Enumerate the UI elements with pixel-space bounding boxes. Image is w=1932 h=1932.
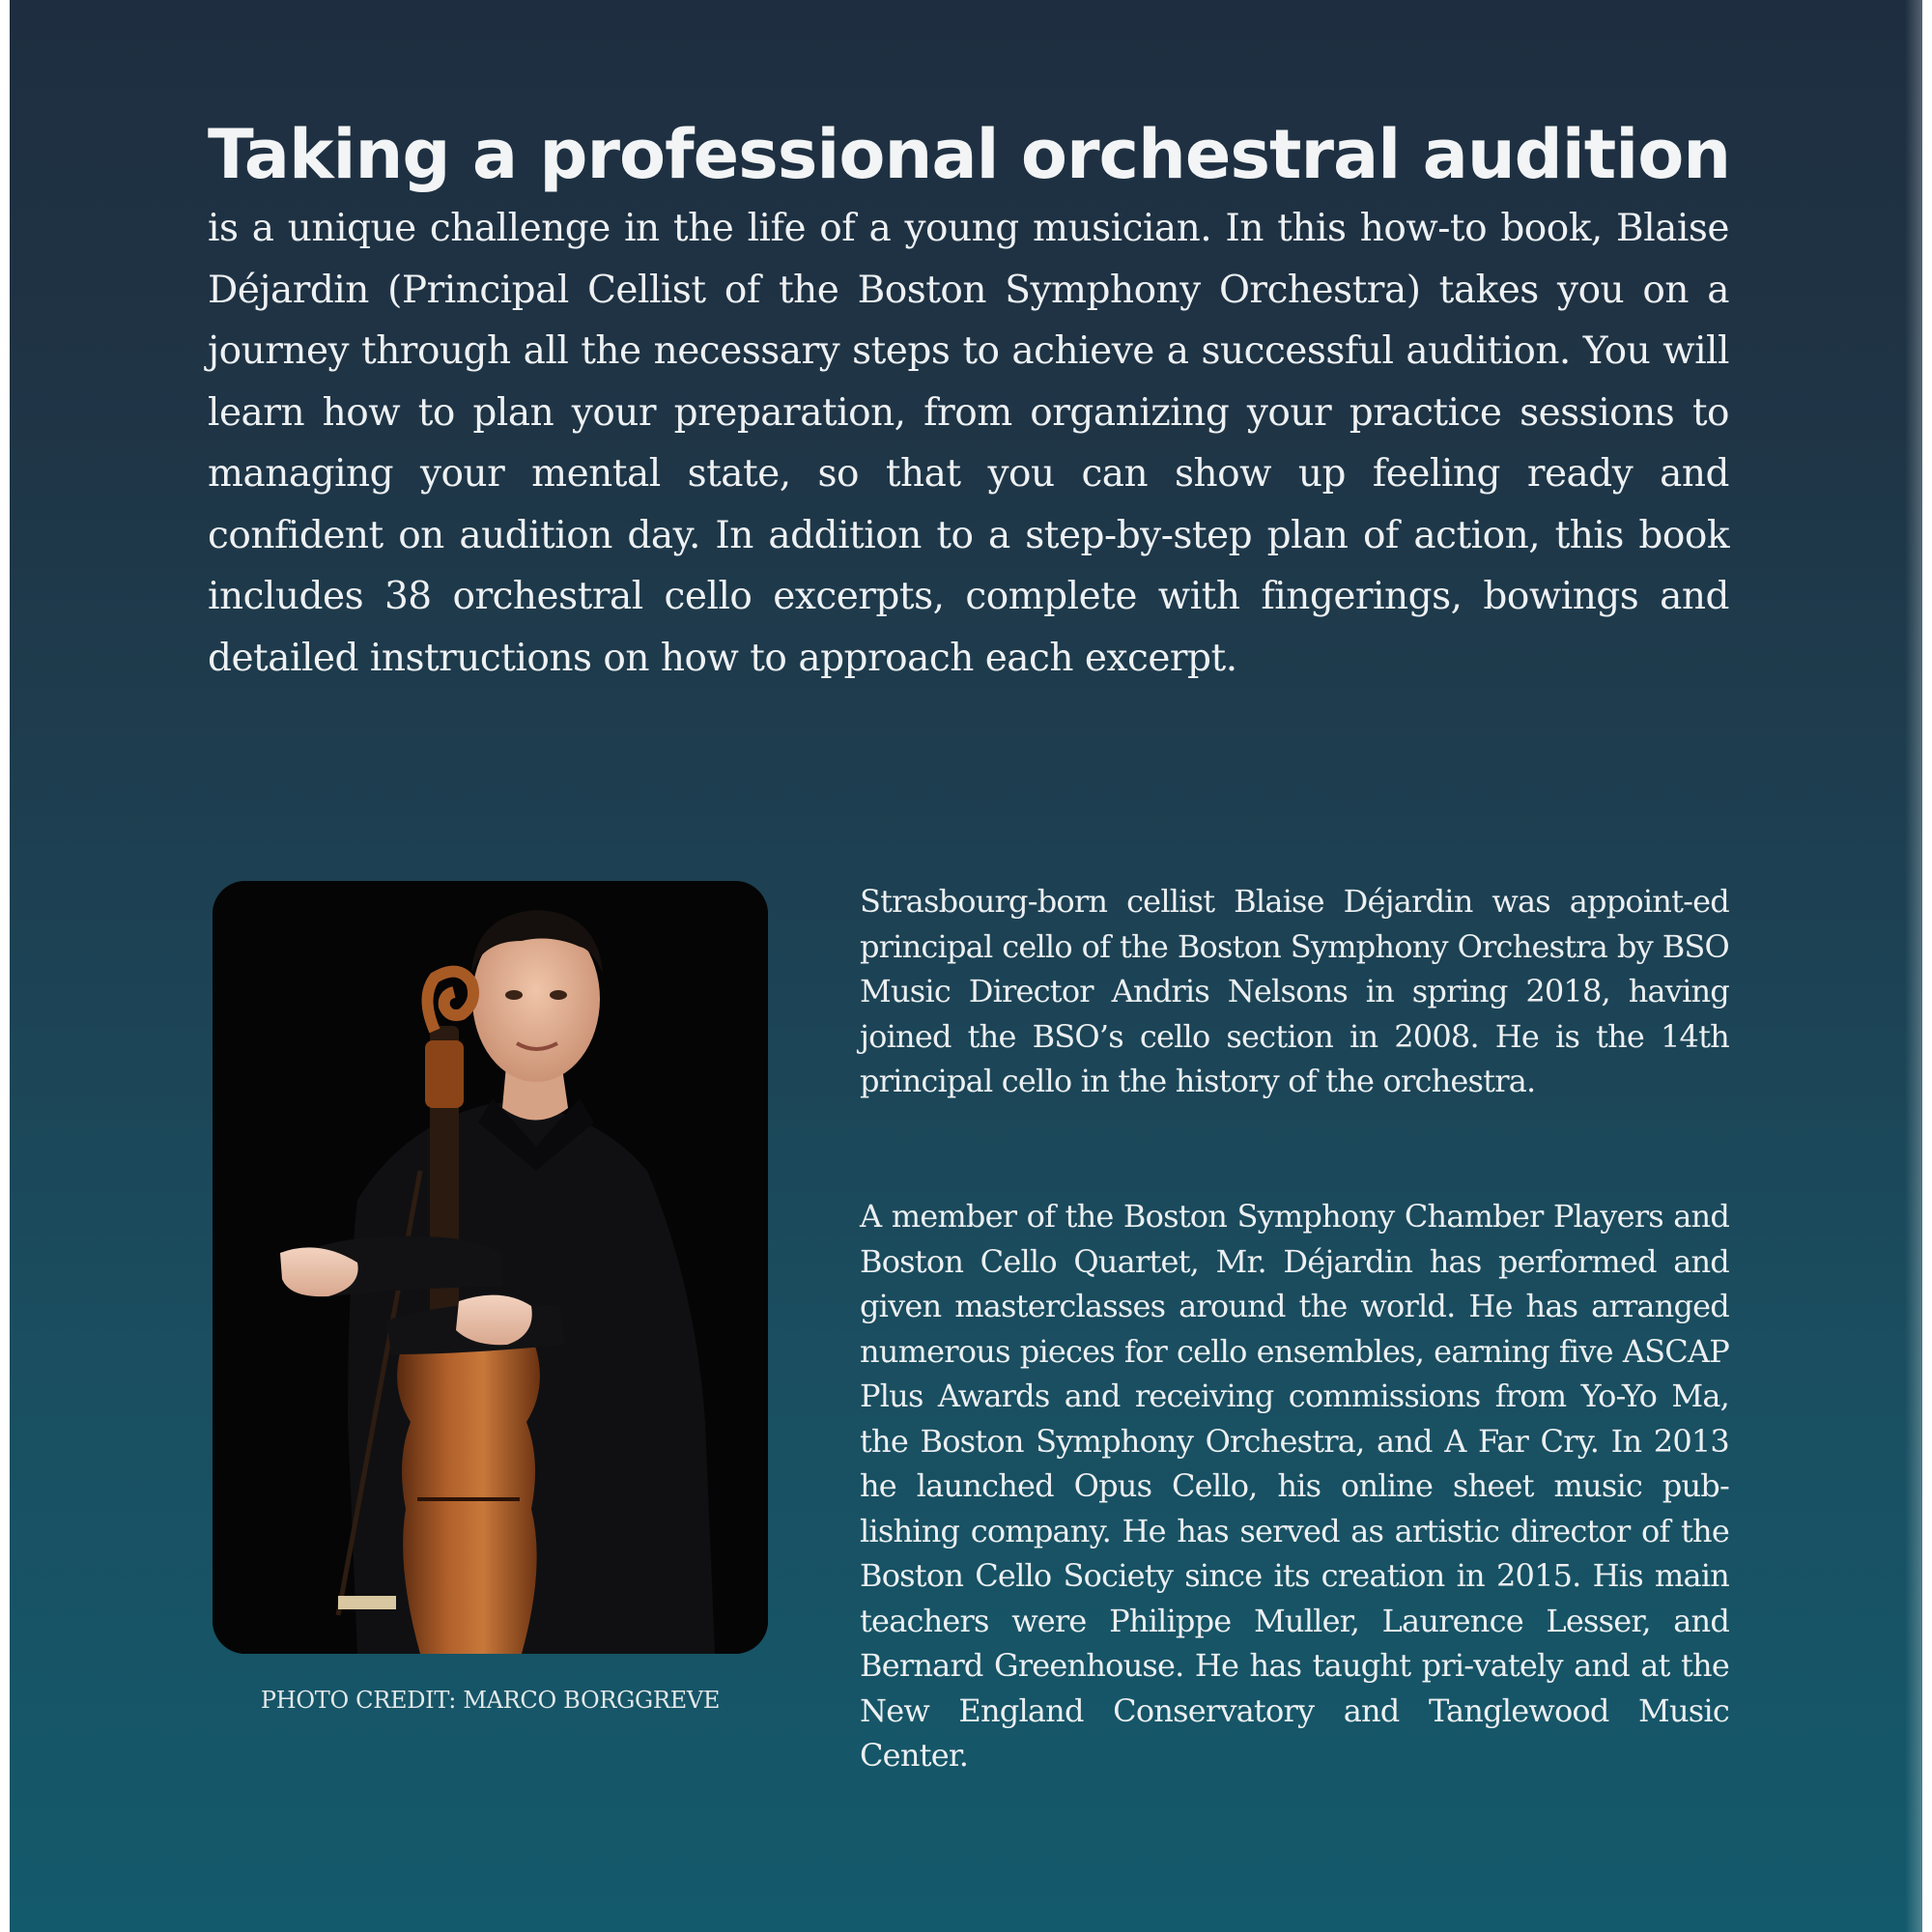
cover-edge	[1905, 0, 1922, 1932]
author-bio-paragraph-2: A member of the Boston Symphony Chamber Players and Boston Cello Quartet, Mr. Déjardin has performed and given masterclasses around the world. He has arranged numerous pieces for cello ensembles, earning five ASCAP Plus Awards and receiving commissions from Yo-Yo Ma, the Boston Symphony Orchestra, and A Far Cry. In 2013 he launched Opus Cello, his online sheet music pub-lishing company. He has served as artistic director of the Boston Cello Society since its creation in 2015. His main teachers were Philippe Muller, Laurence Lesser, and Bernard Greenhouse. He has taught pri-vately and at the New England Conservatory and Tanglewood Music Center.	[860, 1198, 1729, 1774]
book-back-cover	[10, 0, 1922, 1932]
photo-credit: PHOTO CREDIT: MARCO BORGGREVE	[260, 1687, 721, 1714]
author-bio-paragraph-1: Strasbourg-born cellist Blaise Déjardin was appoint-ed principal cello of the Boston Symphony Orchestra by BSO Music Director Andris Nelsons in spring 2018, having joined the BSO’s cello section in 2008. He is the 14th principal cello in the history of the orchestra.	[860, 883, 1729, 1099]
cellist-portrait-illustration	[213, 881, 768, 1654]
book-description: is a unique challenge in the life of a young musician. In this how-to book, Blaise Déjardin (Principal Cellist of the Boston Symphony Orchestra) takes you on a journey through all the necessary steps to achieve a successful audition. You will learn how to plan your preparation, from organizing your practice sessions to managing your mental state, so that you can show up feeling ready and confident on audition day. In addition to a step-by-step plan of action, this book includes 38 orchestral cello excerpts, complete with fingerings, bowings and detailed instructions on how to approach each excerpt.	[208, 207, 1729, 680]
cover-headline: Taking a professional orchestral audition	[208, 115, 1731, 194]
author-photo	[213, 881, 768, 1654]
